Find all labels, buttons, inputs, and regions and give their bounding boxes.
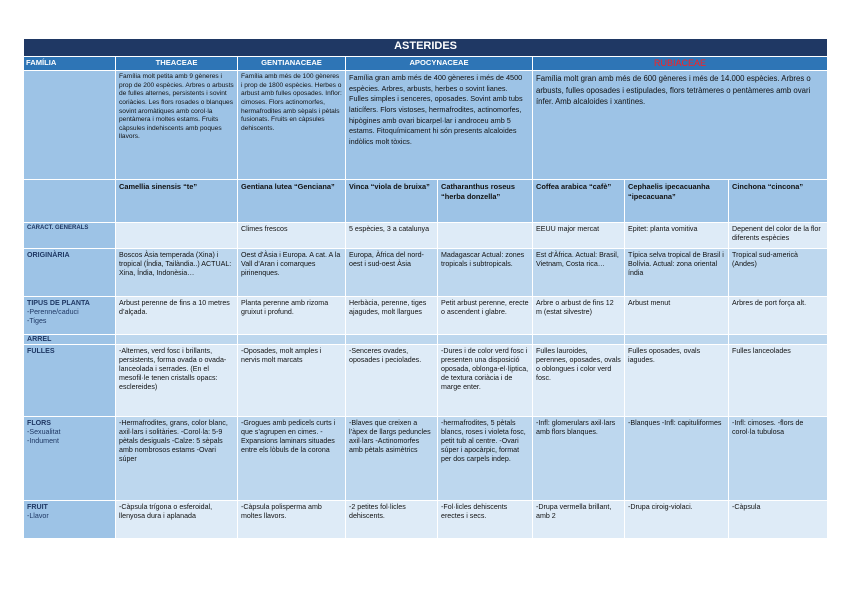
table-cell: Oest d’Àsia i Europa. A cat. A la Vall d’Aran i comarques pirinenques. bbox=[238, 249, 346, 297]
table-cell: Madagascar Actual: zones tropicals i subtropicals. bbox=[438, 249, 533, 297]
table-cell bbox=[116, 223, 238, 249]
table-cell: Fulles oposades, ovals iagudes. bbox=[625, 345, 729, 417]
table-cell: Fulles lauroides, perennes, oposades, ovals o oblongues i color verd fosc. bbox=[533, 345, 625, 417]
table-cell bbox=[729, 335, 828, 345]
family-label: FAMÍLIA bbox=[24, 57, 116, 71]
species-cell: Gentiana lutea “Genciana” bbox=[238, 180, 346, 223]
table-cell: EEUU major mercat bbox=[533, 223, 625, 249]
table-row bbox=[24, 335, 828, 345]
table-cell: -Càpsula trígona o esferoidal, llenyosa dura i aplanada bbox=[116, 501, 238, 539]
table-cell: -Fol·licles dehiscents erectes i secs. bbox=[438, 501, 533, 539]
species-cell: Catharanthus roseus “herba donzella” bbox=[438, 180, 533, 223]
family-theaceae: THEACEAE bbox=[116, 57, 238, 71]
table-cell: -Hermafrodites, grans, color blanc, axil·lars i solitàries. -Corol·la: 5-9 pètals desiguals -Calze: 5 sèpals amb nombrosos estams -Ovari súper bbox=[116, 417, 238, 501]
family-gentianaceae: GENTIANACEAE bbox=[238, 57, 346, 71]
table-cell bbox=[438, 223, 533, 249]
table-cell: -Alternes, verd fosc i brillants, persistents, forma ovada o ovada-lanceolada i serrades. (En el mesofil·le tenen cristalls opacs: esclereides) bbox=[116, 345, 238, 417]
table-cell: Arbres de port força alt. bbox=[729, 297, 828, 335]
table-cell: Fulles lanceolades bbox=[729, 345, 828, 417]
description-gentianaceae: Família amb més de 100 gèneres i prop de 1800 espècies. Herbes o arbust amb fulles oposades. Inflor: cimoses. Flors actinomorfes, hermafrodites amb sèpals i pètals fusionats. Fruits en càpsules dehiscents. bbox=[238, 71, 346, 180]
description-theaceae: Família molt petita amb 9 gèneres i prop de 200 espècies. Arbres o arbusts de fulles alternes, persistents i sovint coriàcies. Les flors rosades o blanques sovint aromàtiques amb corol·la pentàmera i moltes estams. Fruits càpsules indehiscents amb poques llavors. bbox=[116, 71, 238, 180]
table-row bbox=[24, 249, 828, 297]
table-row bbox=[24, 501, 828, 539]
species-cell: Cinchona “cincona” bbox=[729, 180, 828, 223]
table-row bbox=[24, 345, 828, 417]
table-cell: -Oposades, molt amples i nervis molt marcats bbox=[238, 345, 346, 417]
table-title: ASTERIDES bbox=[24, 39, 828, 57]
description-rubiaceae: Família molt gran amb més de 600 gèneres i més de 14.000 espècies. Arbres o arbusts, fulles oposades i estipulades, flors tetràmeres o pentàmeres amb ovari ínfer. Amb alcaloides i xantines. bbox=[533, 71, 828, 180]
family-rubiaceae: RUBIACEAE bbox=[533, 57, 828, 71]
row-header: FULLES bbox=[24, 345, 116, 417]
table-cell: Boscos Àsia temperada (Xina) i tropical (Índia, Tailàndia..) ACTUAL: Xina, Índia, Indonèsia… bbox=[116, 249, 238, 297]
table-cell bbox=[438, 335, 533, 345]
species-cell: Camellia sinensis “te” bbox=[116, 180, 238, 223]
table-cell: Est d’Àfrica. Actual: Brasil, Vietnam, Costa rica… bbox=[533, 249, 625, 297]
table-cell: -Dures i de color verd fosc i presenten una disposició oposada, oblonga-el·líptica, de textura coriàcia i de marge enter. bbox=[438, 345, 533, 417]
family-apocynaceae: APOCYNACEAE bbox=[346, 57, 533, 71]
table-cell: Europa, Àfrica del nord-oest i sud-oest Àsia bbox=[346, 249, 438, 297]
table-cell: Climes frescos bbox=[238, 223, 346, 249]
table-cell: Típica selva tropical de Brasil i Bolívia. Actual: zona oriental índia bbox=[625, 249, 729, 297]
table-row bbox=[24, 223, 828, 249]
table-cell: Planta perenne amb rizoma gruixut i profund. bbox=[238, 297, 346, 335]
table-cell: -2 petites fol·licles dehiscents. bbox=[346, 501, 438, 539]
table-cell: -Infl: cimoses. -flors de corol·la tubulosa bbox=[729, 417, 828, 501]
table-cell: -Càpsula polisperma amb moltes llavors. bbox=[238, 501, 346, 539]
table-cell bbox=[625, 335, 729, 345]
species-cell: Coffea arabica “cafè” bbox=[533, 180, 625, 223]
table-cell bbox=[238, 335, 346, 345]
table-cell: Herbàcia, perenne, tiges ajagudes, molt llargues bbox=[346, 297, 438, 335]
row-header: FLORS -Sexualitat -Indument bbox=[24, 417, 116, 501]
row-header: FRUIT -Llavor bbox=[24, 501, 116, 539]
table-cell: -Càpsula bbox=[729, 501, 828, 539]
description-empty bbox=[24, 71, 116, 180]
row-header: CARACT. GENERALS bbox=[24, 223, 116, 249]
description-apocynaceae: Família gran amb més de 400 gèneres i més de 4500 espècies. Arbres, arbusts, herbes o sovint lianes. Fulles simples i senceres, oposades. Sovint amb tubs laticífers. Flors vistoses, hermafrodites, actinomorfes, hipògines amb ovari bicarpel·lar i androceu amb 5 estams. Fitoquímicament hi són presents alcaloides indòlics molt tòxics. bbox=[346, 71, 533, 180]
species-cell: Vinca “viola de bruixa” bbox=[346, 180, 438, 223]
row-header: ARREL bbox=[24, 335, 116, 345]
table-cell: Petit arbust perenne, erecte o ascendent i glabre. bbox=[438, 297, 533, 335]
species-empty bbox=[24, 180, 116, 223]
table-row bbox=[24, 297, 828, 335]
row-header: ORIGINÀRIA bbox=[24, 249, 116, 297]
table-cell: -Blanques -Infl: capituliformes bbox=[625, 417, 729, 501]
table-cell: -Drupa vermella brillant, amb 2 bbox=[533, 501, 625, 539]
row-header: TIPUS DE PLANTA -Perenne/caduci -Tiges bbox=[24, 297, 116, 335]
table-cell bbox=[533, 335, 625, 345]
table-cell: -hermafrodites, 5 pètals blancs, roses i violeta fosc, petit tub al centre. -Ovari súper i apocàrpic, format per dos carpels indep. bbox=[438, 417, 533, 501]
table-row bbox=[24, 417, 828, 501]
table-cell: -Infl: glomerulars axil·lars amb flors blanques. bbox=[533, 417, 625, 501]
table-cell: Arbre o arbust de fins 12 m (estat silvestre) bbox=[533, 297, 625, 335]
table-cell: Tropical sud-americà (Andes) bbox=[729, 249, 828, 297]
table-cell: -Grogues amb pedicels curts i que s’agrupen en cimes. -Expansions laminars situades entre els lòbuls de la corona bbox=[238, 417, 346, 501]
table-cell: -Drupa ciroig-violaci. bbox=[625, 501, 729, 539]
table-cell: -Senceres ovades, oposades i peciolades. bbox=[346, 345, 438, 417]
table-cell: 5 espècies, 3 a catalunya bbox=[346, 223, 438, 249]
table-cell: Epitet: planta vomitiva bbox=[625, 223, 729, 249]
table-cell bbox=[116, 335, 238, 345]
table-cell: -Blaves que creixen a l’àpex de llargs peduncles axil·lars -Actinomorfes amb pètals asimètrics bbox=[346, 417, 438, 501]
table-cell: Depenent del color de la flor diferents espècies bbox=[729, 223, 828, 249]
table-cell: Arbust perenne de fins a 10 metres d’alçada. bbox=[116, 297, 238, 335]
asterides-table bbox=[23, 38, 828, 539]
species-cell: Cephaelis ipecacuanha “ipecacuana” bbox=[625, 180, 729, 223]
table-cell bbox=[346, 335, 438, 345]
table-cell: Arbust menut bbox=[625, 297, 729, 335]
